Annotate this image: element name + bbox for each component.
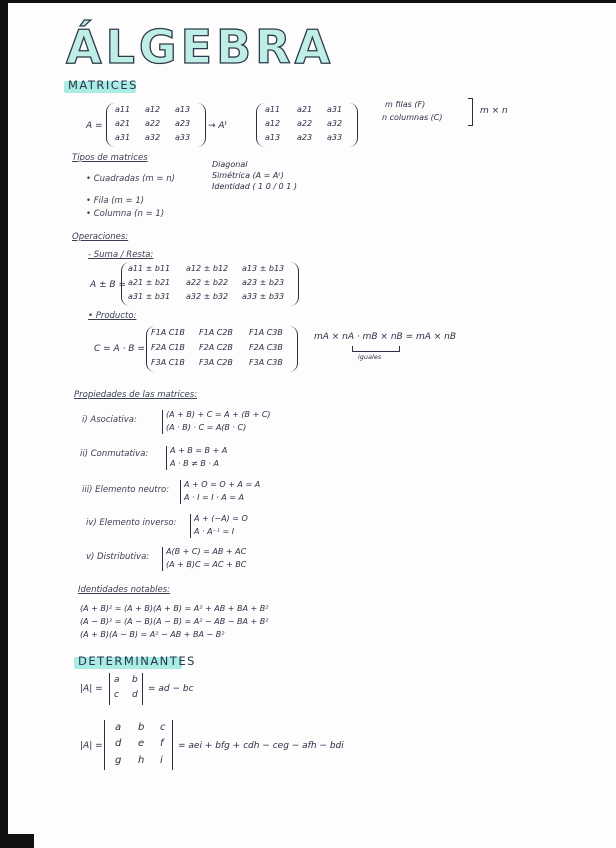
det-cell: f bbox=[160, 738, 164, 749]
propiedad-line: A · A⁻¹ = I bbox=[194, 527, 235, 536]
propiedad-label: iv) Elemento inverso: bbox=[86, 518, 177, 528]
propiedad-brace bbox=[180, 480, 181, 504]
propiedad-line: (A + B)C = AC + BC bbox=[166, 560, 247, 569]
page-title: ÁLGEBRA bbox=[66, 20, 335, 74]
det-cell: a bbox=[115, 722, 122, 733]
det-cell: c bbox=[114, 690, 119, 700]
det3-lhs: |A| = bbox=[80, 741, 103, 751]
matrix-cell: a23 ± b23 bbox=[242, 278, 285, 287]
determinantes-heading: DETERMINANTES bbox=[78, 654, 196, 668]
det2-bar-right bbox=[142, 673, 143, 705]
det3-result: = aei + bfg + cdh − ceg − afh − bdi bbox=[178, 741, 344, 751]
matrix-cell: a32 bbox=[327, 119, 343, 128]
det3-bar-left bbox=[104, 720, 105, 770]
tipos-item: • Columna (n = 1) bbox=[86, 209, 165, 219]
det-cell: a bbox=[114, 675, 120, 685]
matrix-cell: a12 bbox=[145, 105, 161, 114]
matrix-cell: a11 bbox=[115, 105, 131, 114]
matrix-cell: a13 ± b13 bbox=[242, 264, 285, 273]
det2-bar-left bbox=[109, 673, 110, 705]
matrix-cell: a32 bbox=[145, 133, 161, 142]
matrix-a bbox=[106, 103, 206, 147]
propiedad-line: (A · B) · C = A(B · C) bbox=[166, 423, 247, 432]
matrix-cell: a33 bbox=[327, 133, 343, 142]
matrix-cell: a31 bbox=[115, 133, 131, 142]
propiedad-label: v) Distributiva: bbox=[86, 552, 150, 562]
det-cell: i bbox=[160, 755, 163, 766]
matrix-cell: a22 ± b22 bbox=[186, 278, 229, 287]
matrix-cell: F1A C1B bbox=[151, 328, 185, 337]
matrix-cell: a21 bbox=[115, 119, 131, 128]
dim-result: m × n bbox=[480, 106, 508, 116]
propiedad-brace bbox=[162, 410, 163, 434]
matrix-cell: a22 bbox=[297, 119, 313, 128]
dim-brace bbox=[468, 98, 473, 126]
det-cell: h bbox=[138, 755, 145, 766]
dim-cols-note: n columnas (C) bbox=[382, 113, 443, 122]
det-cell: d bbox=[132, 690, 138, 700]
matrix-cell: F3A C2B bbox=[199, 358, 233, 367]
matrices-heading: MATRICES bbox=[68, 78, 138, 92]
iguales-brace bbox=[352, 346, 400, 352]
matrix-cell: a33 bbox=[175, 133, 191, 142]
propiedad-brace bbox=[190, 514, 191, 538]
propiedad-brace bbox=[166, 446, 167, 470]
propiedad-label: ii) Conmutativa: bbox=[80, 449, 149, 459]
matrix-cell: a31 bbox=[327, 105, 343, 114]
det-cell: b bbox=[132, 675, 138, 685]
identidad-line: (A − B)² = (A − B)(A − B) = A² − AB − BA + B² bbox=[80, 617, 269, 626]
det-cell: c bbox=[160, 722, 166, 733]
matrix-cell: F3A C3B bbox=[249, 358, 283, 367]
tipos-subitem: Identidad ( 1 0 / 0 1 ) bbox=[212, 182, 297, 191]
tipos-subitem: Simétrica (A = Aᵗ) bbox=[212, 171, 284, 180]
identidades-heading: Identidades notables: bbox=[78, 585, 170, 595]
page-edge-bottom bbox=[0, 834, 34, 848]
matrix-cell: F2A C1B bbox=[151, 343, 185, 352]
tipos-heading: Tipos de matrices bbox=[72, 153, 148, 163]
matrix-suma bbox=[121, 262, 299, 306]
det-cell: g bbox=[115, 755, 122, 766]
matrix-a-label: A = bbox=[86, 121, 103, 131]
matrix-cell: F2A C3B bbox=[249, 343, 283, 352]
matrix-cell: a11 bbox=[265, 105, 281, 114]
matrix-cell: a13 bbox=[175, 105, 191, 114]
matrix-cell: a12 ± b12 bbox=[186, 264, 229, 273]
propiedad-line: A + B = B + A bbox=[170, 446, 228, 455]
propiedad-line: A · I = I · A = A bbox=[184, 493, 244, 502]
transpose-arrow: → Aᵗ bbox=[208, 121, 228, 131]
det3-bar-right bbox=[172, 720, 173, 770]
producto-label: • Producto: bbox=[88, 311, 137, 321]
matrix-cell: F3A C1B bbox=[151, 358, 185, 367]
matrix-cell: a21 ± b21 bbox=[128, 278, 171, 287]
matrix-cell: a12 bbox=[265, 119, 281, 128]
identidad-line: (A + B)(A − B) = A² − AB + BA − B² bbox=[80, 630, 225, 639]
propiedades-heading: Propiedades de las matrices: bbox=[74, 390, 198, 400]
propiedad-line: A + O = O + A = A bbox=[184, 480, 261, 489]
matrix-cell: a23 bbox=[175, 119, 191, 128]
matrix-producto bbox=[146, 326, 298, 372]
iguales-note: iguales bbox=[358, 353, 382, 361]
det-cell: b bbox=[138, 722, 145, 733]
propiedad-line: A + (−A) = O bbox=[194, 514, 248, 523]
page-edge-left bbox=[0, 0, 8, 848]
propiedad-brace bbox=[162, 547, 163, 571]
matrix-cell: F2A C2B bbox=[199, 343, 233, 352]
propiedad-line: (A + B) + C = A + (B + C) bbox=[166, 410, 271, 419]
matrix-cell: a13 bbox=[265, 133, 281, 142]
propiedad-line: A(B + C) = AB + AC bbox=[166, 547, 247, 556]
propiedad-label: i) Asociativa: bbox=[82, 415, 137, 425]
tipos-subitem: Diagonal bbox=[212, 160, 248, 169]
matrix-cell: F1A C3B bbox=[249, 328, 283, 337]
det-cell: e bbox=[138, 738, 145, 749]
matrix-cell: a21 bbox=[297, 105, 313, 114]
tipos-item: • Fila (m = 1) bbox=[86, 196, 145, 206]
det2-result: = ad − bc bbox=[148, 684, 194, 694]
tipos-item: • Cuadradas (m = n) bbox=[86, 174, 175, 184]
matrix-cell: a32 ± b32 bbox=[186, 292, 229, 301]
matrix-cell: F1A C2B bbox=[199, 328, 233, 337]
propiedad-label: iii) Elemento neutro: bbox=[82, 485, 170, 495]
producto-dim-rule: mA × nA · mB × nB = mA × nB bbox=[314, 332, 457, 342]
matrix-cell: a31 ± b31 bbox=[128, 292, 171, 301]
matrix-cell: a33 ± b33 bbox=[242, 292, 285, 301]
det2-lhs: |A| = bbox=[80, 684, 103, 694]
identidad-line: (A + B)² = (A + B)(A + B) = A² + AB + BA + B² bbox=[80, 604, 269, 613]
det-cell: d bbox=[115, 738, 122, 749]
producto-lhs: C = A · B = bbox=[94, 344, 145, 354]
propiedad-line: A · B ≠ B · A bbox=[170, 459, 219, 468]
matrix-cell: a11 ± b11 bbox=[128, 264, 171, 273]
dim-rows-note: m filas (F) bbox=[385, 100, 426, 109]
matrix-cell: a22 bbox=[145, 119, 161, 128]
matrix-at bbox=[256, 103, 358, 147]
suma-label: - Suma / Resta: bbox=[88, 250, 154, 260]
operaciones-heading: Operaciones: bbox=[72, 232, 129, 242]
suma-lhs: A ± B = bbox=[90, 280, 126, 290]
matrix-cell: a23 bbox=[297, 133, 313, 142]
